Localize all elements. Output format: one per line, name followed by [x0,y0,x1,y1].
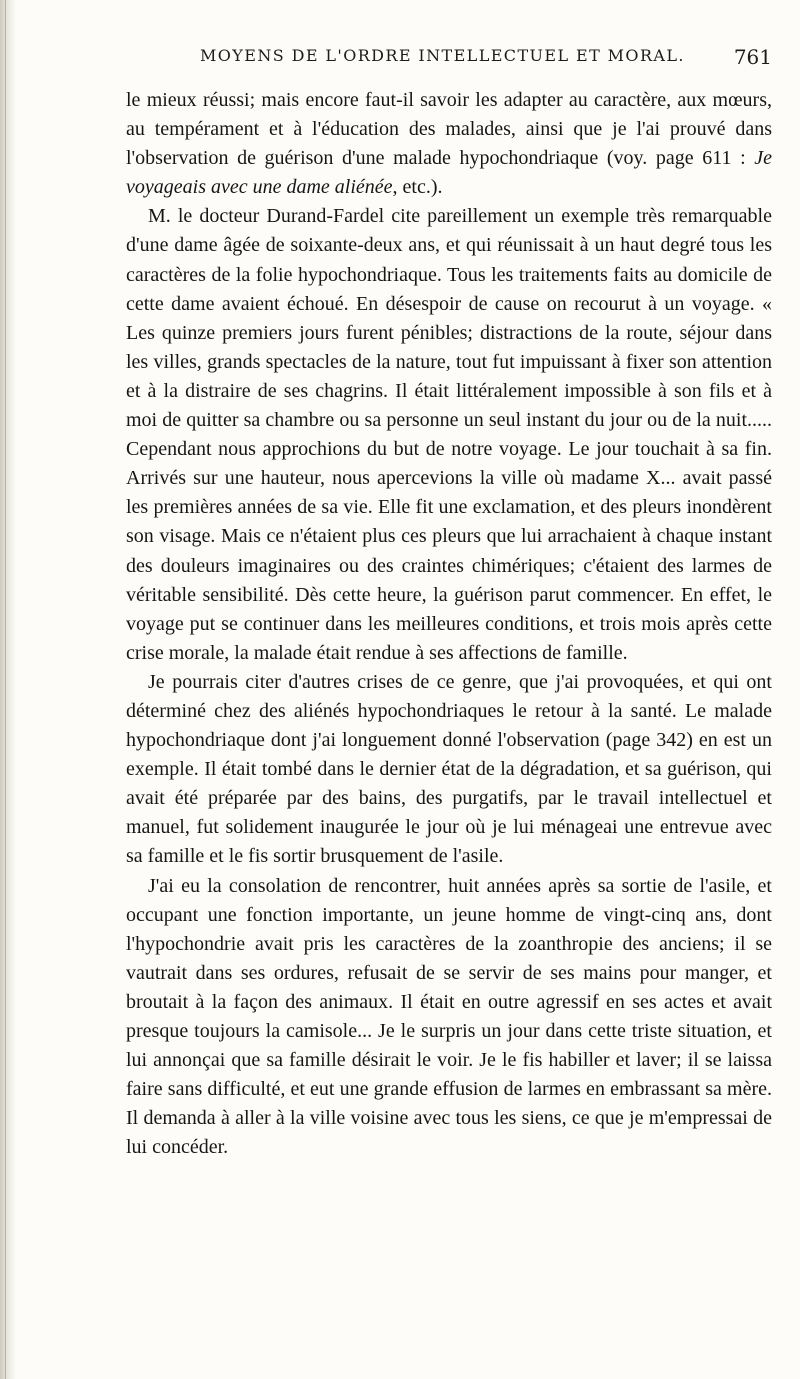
page-number: 761 [733,45,772,69]
cited-title: Je voyageais avec une dame aliénée [126,147,772,199]
paragraph-3: Je pourrais citer d'autres crises de ce genre, que j'ai provoquées, et qui ont déterminé chez des aliénés hypochondriaques le retour à la santé. Le malade hypochondriaque dont j'ai longuement donné l'observation (page 342) en est un exemple. Il était tombé dans le dernier état de la dégradation, et sa guérison, qui avait été préparée par des bains, des purgatifs, par le travail intellectuel et manuel, fut solidement inaugurée le jour où je lui ménageai une entrevue avec sa famille et le fis sortir brusquement de l'asile. [126,670,772,868]
paragraph-4: J'ai eu la consolation de rencontrer, huit années après sa sortie de l'asile, et occupant une fonction importante, un jeune homme de vingt-cinq ans, dont l'hypochondrie avait pris les caractères de la zoanthropie des anciens; il se vautrait dans ses ordures, refusait de se servir de ses mains pour manger, et broutait à la façon des animaux. Il était en outre agressif en ses actes et avait presque toujours la camisole... Je le surpris un jour dans cette triste situation, et lui annonçai que sa famille désirait le voir. Je le fis habiller et laver; il se laissa faire sans difficulté, et eut une grande effusion de larmes en embrassant sa mère. Il demanda à aller à la ville voisine avec tous les siens, ce que je m'empressai de lui concéder. [126,874,772,1159]
binding-shadow [0,0,16,1379]
body-text [126,86,772,1162]
binding-edge [5,0,6,1379]
running-head: MOYENS DE L'ORDRE INTELLECTUEL ET MORAL. [200,46,685,65]
paragraph-1-end: , etc.). [392,176,443,199]
paragraph-2: M. le docteur Durand-Fardel cite pareillement un exemple très remarquable d'une dame âgée de soixante-deux ans, et qui réunissait à un haut degré tous les caractères de la folie hypochondriaque. Tous les traitements faits au domicile de cette dame avaient échoué. En désespoir de cause on recourut à un voyage. « Les quinze premiers jours furent pénibles; distractions de la route, séjour dans les villes, grands spectacles de la nature, tout fut impuissant à fixer son attention et à la distraire de ses chagrins. Il était littéralement impossible à son fils et à moi de quitter sa chambre ou sa personne un seul instant du jour ou de la nuit..... Cependant nous approchions du but de notre voyage. Le jour touchait à sa fin. Arrivés sur une hauteur, nous apercevions la ville où madame X... avait passé les premières années de sa vie. Elle fit une exclamation, et des pleurs inondèrent son visage. Mais ce n'étaient plus ces pleurs que lui arrachaient à chaque instant des douleurs imaginaires ou des craintes chimériques; c'étaient des larmes de véritable sensibilité. Dès cette heure, la guérison parut commencer. En effet, le voyage put se continuer dans les meilleures conditions, et trois mois après cette crise morale, la malade était rendue à ses affections de famille. [126,205,772,664]
paragraph-1-text: le mieux réussi; mais encore faut-il savoir les adapter au caractère, aux mœurs, au tempérament et à l'éducation des malades, ainsi que je l'ai prouvé dans l'observation de guérison d'une malade hypochondriaque (voy. page 611 : [126,89,772,170]
page-header [126,46,772,76]
paragraph-1 [126,86,772,202]
